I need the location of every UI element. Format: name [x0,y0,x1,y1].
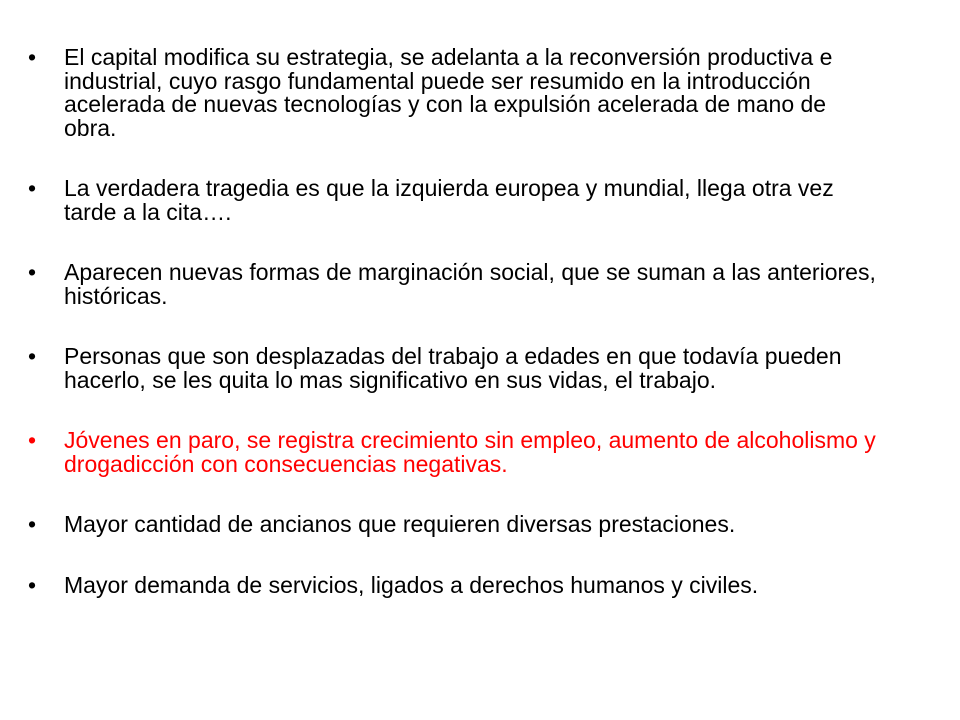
bullet-text: El capital modifica su estrategia, se adelanta a la reconversión productiva e industrial, cuyo rasgo fundamental puede ser resumido en la introducción acelerada de nuevas tecnologías y con la expulsión acelerada de mano de obra. [64,44,833,141]
bullet-marker: • [28,571,37,598]
bullet-marker: • [28,44,37,70]
bullet-marker: • [28,343,37,369]
bullet-text: Personas que son desplazadas del trabajo a edades en que todavía pueden hacerlo, se les quita lo mas significativo en sus vidas, el trabajo. [64,343,842,393]
bullet-marker: • [28,511,37,537]
bullet-text: Jóvenes en paro, se registra crecimiento sin empleo, aumento de alcoholismo y drogadicción con consecuencias negativas. [64,427,876,477]
bullet-text: Aparecen nuevas formas de marginación social, que se suman a las anteriores, históricas. [64,259,876,309]
bullet-list [28,46,900,597]
bullet-item-capital-strategy [28,46,900,140]
bullet-item-social-marginalization [28,261,900,308]
bullet-text: Mayor demanda de servicios, ligados a derechos humanos y civiles. [64,571,759,598]
bullet-item-elderly [28,513,900,537]
bullet-item-displaced-workers [28,345,900,392]
bullet-item-services-demand [28,571,900,598]
bullet-text: Mayor cantidad de ancianos que requieren diversas prestaciones. [64,511,736,537]
bullet-item-left-tragedy [28,177,900,224]
bullet-marker: • [28,427,37,453]
bullet-item-youth-unemployment [28,429,900,476]
bullet-marker: • [28,175,37,201]
bullet-marker: • [28,259,37,285]
bullet-text: La verdadera tragedia es que la izquierda europea y mundial, llega otra vez tarde a la cita…. [64,175,834,225]
